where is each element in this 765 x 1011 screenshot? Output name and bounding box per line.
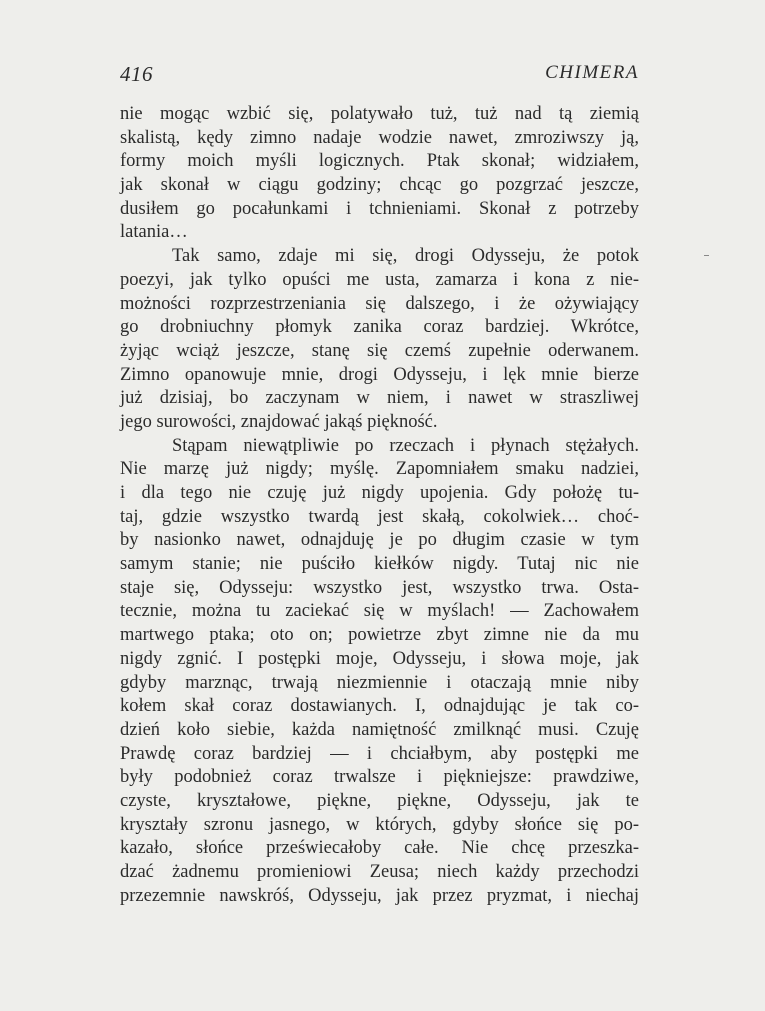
text-line: Stąpam niewątpliwie po rzeczach i płynach stężałych. <box>172 435 639 456</box>
page-number: 416 <box>120 62 153 86</box>
text-line: Tak samo, zdaje mi się, drogi Odysseju, że potok <box>172 246 639 267</box>
text-line: staje się, Odysseju: wszystko jest, wszystko trwa. Osta- <box>120 577 639 598</box>
text-line: jak skonał w ciągu godziny; chcąc go pozgrzać jeszcze, <box>120 175 639 196</box>
text-line: go drobniuchny płomyk zanika coraz bardziej. Wkrótce, <box>120 317 639 338</box>
text-line: martwego ptaka; oto on; powietrze zbyt zimne nie da mu <box>120 625 639 646</box>
text-line: kołem skał coraz dostawianych. I, odnajdując je tak co- <box>120 696 639 717</box>
text-line: poezyi, jak tylko opuści me usta, zamarza i kona z nie- <box>120 269 639 290</box>
text-line: Nie marzę już nigdy; myślę. Zapomniałem smaku nadziei, <box>120 459 639 480</box>
text-line: by nasionko nawet, odnajduję je po długim czasie w tym <box>120 530 639 551</box>
text-line: były podobnież coraz trwalsze i piękniejsze: prawdziwe, <box>120 767 639 788</box>
text-line: Zimno opanowuje mnie, drogi Odysseju, i lęk mnie bierze <box>120 364 639 385</box>
text-line: formy moich myśli logicznych. Ptak skonał; widziałem, <box>120 151 639 172</box>
text-line: jego surowości, znajdować jakąś piękność. <box>120 411 438 432</box>
margin-mark <box>704 255 709 256</box>
text-line: dzać żadnemu promieniowi Zeusa; niech każdy przechodzi <box>120 862 639 882</box>
text-line: żyjąc wciąż jeszcze, stanę się czemś zupełnie oderwanem. <box>120 340 639 361</box>
text-line: dusiłem go pocałunkami i tchnieniami. Skonał z potrzeby <box>120 198 639 219</box>
text-line: już dzisiaj, bo zaczynam w niem, i nawet w straszliwej <box>120 388 639 409</box>
text-line: taj, gdzie wszystko twardą jest skałą, cokolwiek… choć- <box>120 506 639 527</box>
text-line: samym stanie; nie puściło kiełków nigdy. Tutaj nic nie <box>120 554 639 575</box>
running-title: CHIMERA <box>545 62 639 83</box>
text-line: dzień koło siebie, każda namiętność zmilknąć musi. Czuję <box>120 719 639 740</box>
text-line: tecznie, można tu zaciekać się w myślach! — Zachowałem <box>120 601 639 622</box>
text-line: i dla tego nie czuję już nigdy upojenia. Gdy położę tu- <box>120 483 639 503</box>
text-line: skalistą, kędy zimno nadaje wodzie nawet, zmroziwszy ją, <box>120 127 639 148</box>
page-header <box>120 62 639 92</box>
text-line: Prawdę coraz bardziej — i chciałbym, aby postępki me <box>120 743 639 764</box>
text-line: przezemnie nawskróś, Odysseju, jak przez pryzmat, i niechaj <box>120 885 639 906</box>
text-line: nigdy zgnić. I postępki moje, Odysseju, i słowa moje, jak <box>120 648 639 669</box>
text-line: czyste, kryształowe, piękne, piękne, Odysseju, jak te <box>120 790 639 811</box>
text-line: latania… <box>120 222 188 243</box>
text-line: możności rozprzestrzeniania się dalszego, i że ożywiający <box>120 293 639 314</box>
text-line: kazało, słońce przeświecałoby całe. Nie chcę przeszka- <box>120 838 639 859</box>
body-text <box>120 103 639 908</box>
text-line: gdyby marznąc, trwają niezmiennie i otaczają mnie niby <box>120 672 639 693</box>
text-line: nie mogąc wzbić się, polatywało tuż, tuż nad tą ziemią <box>120 104 639 124</box>
text-line: kryształy szronu jasnego, w których, gdyby słońce się po- <box>120 814 639 835</box>
